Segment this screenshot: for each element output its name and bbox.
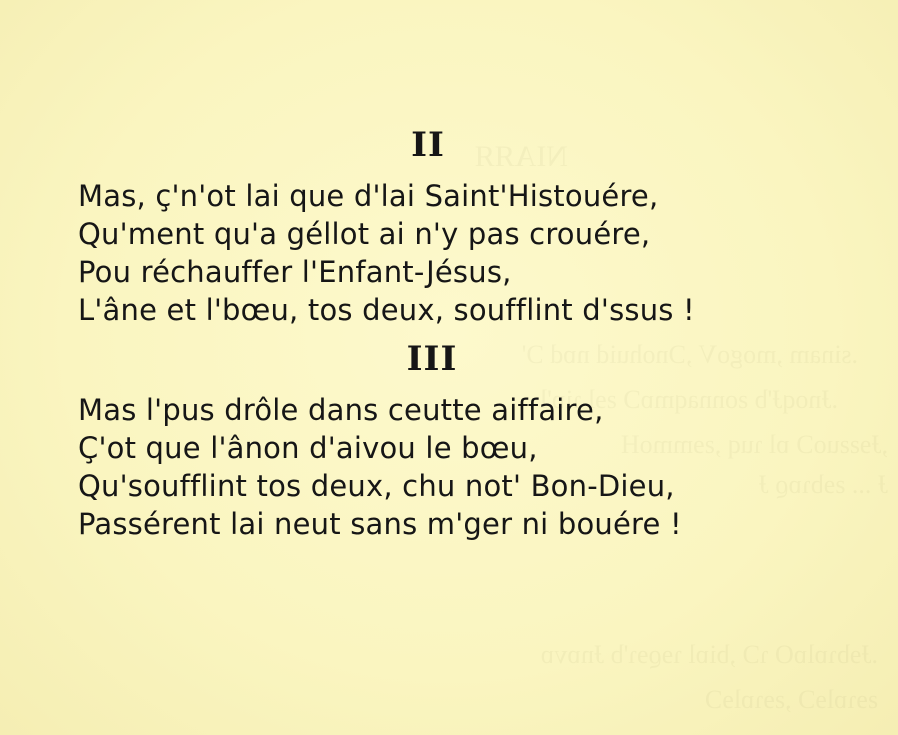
stanza (78, 391, 858, 543)
verse-line: Mas l'pus drôle dans ceutte aiffaire, (78, 393, 604, 427)
verse-line: Ç'ot que l'ânon d'aivou le bœu, (78, 431, 538, 465)
verse-line: L'âne et l'bœu, tos deux, soufflint d'ssus ! (78, 293, 695, 327)
poem (78, 125, 858, 543)
verse-line: Qu'soufflint tos deux, chu not' Bon-Dieu, (78, 469, 675, 503)
verse-line: Passérent lai neut sans m'ger ni bouére ! (78, 507, 682, 541)
verse-line: Mas, ç'n'ot lai que d'lai Saint'Histouére, (78, 179, 659, 213)
stanza-numeral: II (411, 125, 445, 165)
stanza-numeral: III (406, 339, 458, 379)
stanza (78, 177, 858, 329)
verse-line: Qu'ment qu'a géllot ai n'y pas crouére, (78, 217, 651, 251)
verse-line: Pou réchauffer l'Enfant-Jésus, (78, 255, 512, 289)
